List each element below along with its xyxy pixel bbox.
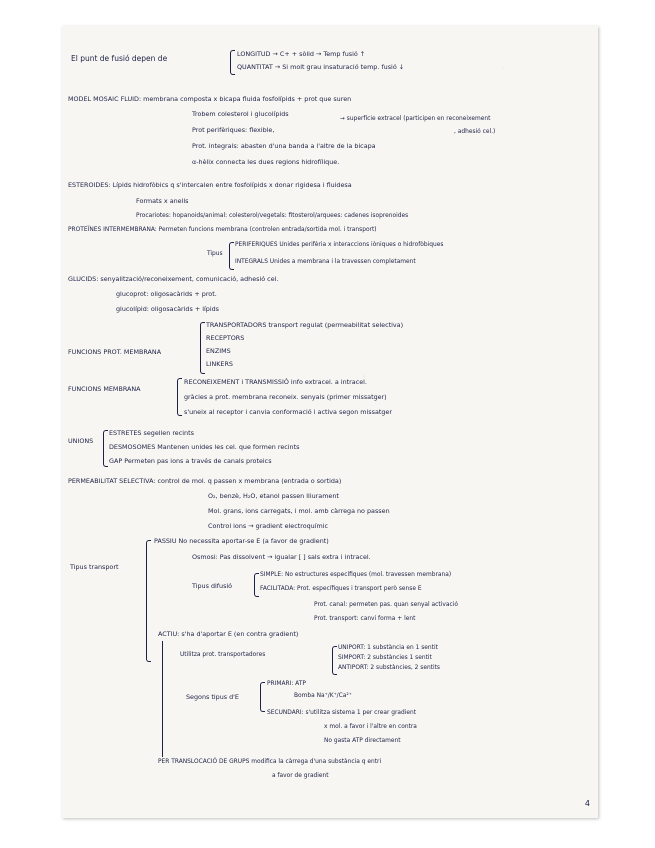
integral-type: INTEGRALS Unides a membrana i la travessen completament bbox=[235, 259, 416, 265]
transport-types: Tipus transport bbox=[70, 563, 119, 571]
first-messenger: gràcies a prot. membrana reconeix. senyals (primer missatger) bbox=[184, 393, 387, 401]
steroid-types: Procariotes: hopanoids/animal: colesterol/vegetals: fitosterol/arquees: cadenes isoprenoides bbox=[136, 213, 409, 219]
bleed-through-text: . bbox=[502, 60, 505, 70]
tight-junctions: ESTRETES segellen recints bbox=[109, 429, 194, 437]
energy-types: Segons tipus d'E bbox=[186, 693, 239, 701]
simple-diffusion: SIMPLE: No estructures específiques (mol. travessen membrana) bbox=[260, 572, 452, 578]
cholesterol-glycolipids: Trobem colesterol i glucolípids bbox=[192, 110, 289, 118]
unions: UNIONS bbox=[68, 437, 94, 445]
desmosomes: DESMOSOMES Mantenen unides les cel. que formen recints bbox=[109, 443, 300, 451]
brace bbox=[200, 322, 205, 374]
one-with-gradient: x mol. a favor i l'altre en contra bbox=[324, 724, 417, 730]
page-number: 4 bbox=[584, 799, 590, 808]
receptors: RECEPTORS bbox=[206, 334, 245, 342]
recognition-transmission: RECONEIXEMENT i TRANSMISSIÓ info extracel. a intracel. bbox=[184, 378, 367, 386]
secondary-active: SECUNDARI: s'utilitza sistema 1 per crear gradient bbox=[267, 710, 417, 716]
membrane-functions: FUNCIONS MEMBRANA bbox=[68, 385, 141, 393]
brace bbox=[260, 682, 265, 712]
adhesion-note: , adhesió cel.) bbox=[454, 129, 496, 135]
glycoprotein: glucoprot: oligosacàrids + prot. bbox=[116, 290, 217, 298]
alpha-helix-note: α-hèlix connecta les dues regions hidrofílique. bbox=[192, 158, 340, 166]
osmosis: Osmosi: Pas dissolvent → igualar [ ] sals extra i intracel. bbox=[192, 553, 371, 561]
enzymes: ENZIMS bbox=[206, 347, 231, 355]
selective-permeability: PERMEABILITAT SELECTIVA: control de mol. q passen x membrana (entrada o sortida) bbox=[68, 477, 342, 485]
bleed-through-heading: . bbox=[362, 364, 366, 380]
peripheral-proteins: Prot perifèriques: flexible, bbox=[192, 126, 275, 134]
steroids: ESTEROIDES: Lípids hidrofòbics q s'intercalen entre fosfolípids x donar rigidesa i fluidesa bbox=[68, 181, 352, 189]
brace bbox=[332, 646, 337, 675]
with-gradient: a favor de gradient bbox=[272, 773, 329, 779]
melting-point-quantity: QUANTITAT → Si molt grau insaturació temp. fusió ↓ bbox=[237, 63, 405, 71]
transporters: TRANSPORTADORS transport regulat (permeabilitat selectiva) bbox=[206, 321, 404, 329]
primary-active: PRIMARI: ATP bbox=[267, 681, 306, 687]
membrane-protein-functions: FUNCIONS PROT. MEMBRANA bbox=[68, 348, 162, 356]
diffusion-types: Tipus difusió bbox=[192, 582, 233, 590]
brace bbox=[230, 50, 235, 75]
transport-protein: Prot. transport: canvi forma + lent bbox=[314, 616, 416, 622]
glycolipid: glucolípid: oligosacàrids + lípids bbox=[116, 305, 220, 313]
glucids: GLUCIDS: senyalització/reconeixement, comunicació, adhesió cel. bbox=[68, 275, 279, 283]
free-passage: O₂, benzè, H₂O, etanol passen lliurament bbox=[208, 492, 339, 500]
fluid-mosaic-model: MODEL MOSAIC FLUID: membrana composta x bicapa fluida fosfolípids + prot que suren bbox=[68, 95, 352, 103]
no-passage: Mol. grans, ions carregats, i mol. amb càrrega no passen bbox=[208, 507, 390, 515]
ion-control: Control ions → gradient electroquímic bbox=[208, 522, 329, 530]
facilitated-diffusion: FACILITADA: Prot. específiques i transport però sense E bbox=[260, 586, 422, 592]
second-messenger: s'uneix al receptor i canvia conformació i activa segon missatger bbox=[184, 408, 392, 416]
steroid-rings: Formats x anells bbox=[136, 197, 189, 205]
melting-point-length: LONGITUD → C+ + sòlid → Temp fusió ↑ bbox=[237, 50, 366, 58]
peripheral-type: PERIFERIQUES Unides perifèria x interaccions iòniques o hidrofòbiques bbox=[235, 242, 444, 248]
channel-protein: Prot. canal: permeten pas. quan senyal activació bbox=[314, 602, 458, 608]
melting-point-intro: El punt de fusió depen de bbox=[71, 54, 168, 63]
symport: SIMPORT: 2 substàncies 1 sentit bbox=[338, 655, 432, 661]
brace bbox=[177, 378, 182, 416]
integral-proteins: Prot. integrals: abasten d'una banda a l'altre de la bicapa bbox=[192, 142, 376, 150]
extracellular-surface-note: → superfície extracel (participen en reconeixement bbox=[340, 116, 491, 122]
intermembrane-proteins: PROTEÏNES INTERMEMBRANA: Permeten funcions membrana (controlen entrada/sortida mol. i transport) bbox=[68, 227, 377, 233]
linkers: LINKERS bbox=[206, 360, 233, 368]
group-translocation: PER TRANSLOCACIÓ DE GRUPS modifica la càrrega d'una substància q entri bbox=[158, 759, 382, 765]
no-direct-atp: No gasta ATP directament bbox=[324, 738, 401, 744]
brace bbox=[229, 242, 234, 270]
brace bbox=[103, 430, 108, 467]
sodium-potassium-pump: Bomba Na⁺/K⁺/Ca²⁺ bbox=[294, 693, 352, 699]
brace bbox=[254, 573, 259, 597]
notebook-page bbox=[62, 26, 598, 818]
uniport: UNIPORT: 1 substància en 1 sentit bbox=[338, 645, 438, 651]
active-transport: ACTIU: s'ha d'aportar E (en contra gradient) bbox=[158, 630, 299, 638]
gap-junctions: GAP Permeten pas ions a través de canals proteics bbox=[109, 457, 272, 465]
tree-connector bbox=[162, 641, 163, 757]
brace bbox=[146, 540, 151, 662]
passive-transport: PASSIU No necessita aportar-se E (a favor de gradient) bbox=[154, 537, 329, 545]
protein-types-label: Tipus bbox=[207, 251, 223, 257]
antiport: ANTIPORT: 2 substàncies, 2 sentits bbox=[338, 665, 441, 671]
uses-transporters: Utilitza prot. transportadores bbox=[180, 652, 266, 658]
